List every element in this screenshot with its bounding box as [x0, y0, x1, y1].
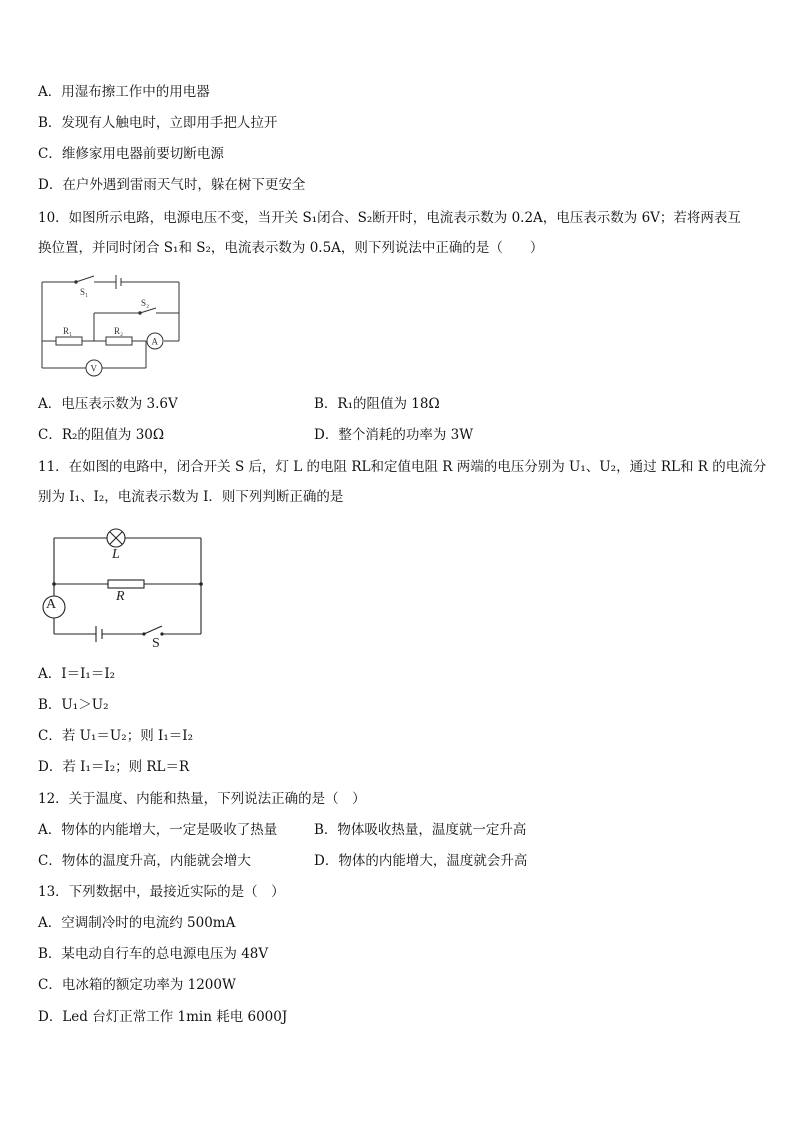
q10-option-d: D．整个消耗的功率为 3W — [314, 427, 474, 443]
q11-label-resistor: R — [116, 589, 125, 604]
q13-option-c: C．电冰箱的额定功率为 1200W — [38, 977, 236, 993]
q10-label-ammeter: A — [151, 336, 158, 347]
q11-label-ammeter: A — [46, 597, 57, 612]
q10-label-s2: S₂ — [141, 298, 150, 308]
q11-option-d: D．若 I₁＝I₂；则 RL＝R — [38, 759, 190, 775]
q12-option-a: A．物体的内能增大，一定是吸收了热量 — [38, 822, 278, 838]
q11-option-c: C．若 U₁＝U₂；则 I₁＝I₂ — [38, 728, 193, 744]
q11-option-a: A．I＝I₁＝I₂ — [38, 666, 116, 682]
q10-option-c: C．R₂的阻值为 30Ω — [38, 427, 165, 443]
q13-option-a: A．空调制冷时的电流约 500mA — [38, 915, 236, 931]
q9-option-c: C．维修家用电器前要切断电源 — [38, 146, 224, 162]
q10-label-r1: R₁ — [63, 326, 73, 336]
q10-label-voltmeter: V — [90, 363, 97, 374]
q11-circuit-diagram — [36, 522, 216, 652]
q11-label-switch: S — [152, 636, 160, 651]
q12-option-c: C．物体的温度升高，内能就会增大 — [38, 853, 251, 869]
q11-stem-line1: 11．在如图的电路中，闭合开关 S 后，灯 L 的电阻 RL和定值电阻 R 两端的电压分别为 U₁、U₂，通过 RL和 R 的电流分 — [38, 459, 767, 475]
q13-stem: 13．下列数据中，最接近实际的是（ ） — [38, 884, 285, 900]
q10-option-b: B．R₁的阻值为 18Ω — [314, 396, 440, 412]
q10-stem-line1: 10．如图所示电路，电源电压不变，当开关 S₁闭合、S₂断开时，电流表示数为 0.2A，电压表示数为 6V；若将两表互 — [38, 210, 741, 226]
q9-option-b: B．发现有人触电时，立即用手把人拉开 — [38, 115, 278, 131]
q10-label-r2: R₂ — [114, 326, 124, 336]
q11-label-lamp: L — [112, 547, 120, 562]
q12-stem: 12．关于温度、内能和热量，下列说法正确的是（ ） — [38, 791, 366, 807]
q13-option-d: D．Led 台灯正常工作 1min 耗电 6000J — [38, 1009, 288, 1025]
q11-stem-line2: 别为 I₁、I₂，电流表示数为 I．则下列判断正确的是 — [38, 489, 344, 505]
q10-stem-line2: 换位置，并同时闭合 S₁和 S₂，电流表示数为 0.5A，则下列说法中正确的是（ ） — [38, 240, 544, 256]
q9-option-d: D．在户外遇到雷雨天气时，躲在树下更安全 — [38, 177, 306, 193]
q9-option-a: A．用湿布擦工作中的用电器 — [38, 84, 210, 100]
q12-option-b: B．物体吸收热量，温度就一定升高 — [314, 822, 527, 838]
q12-option-d: D．物体的内能增大，温度就会升高 — [314, 853, 528, 869]
q11-option-b: B．U₁＞U₂ — [38, 697, 109, 713]
q13-option-b: B．某电动自行车的总电源电压为 48V — [38, 946, 269, 962]
q10-circuit-diagram — [36, 272, 186, 382]
q10-label-s1: S₁ — [80, 287, 89, 297]
q10-option-a: A．电压表示数为 3.6V — [38, 396, 178, 412]
